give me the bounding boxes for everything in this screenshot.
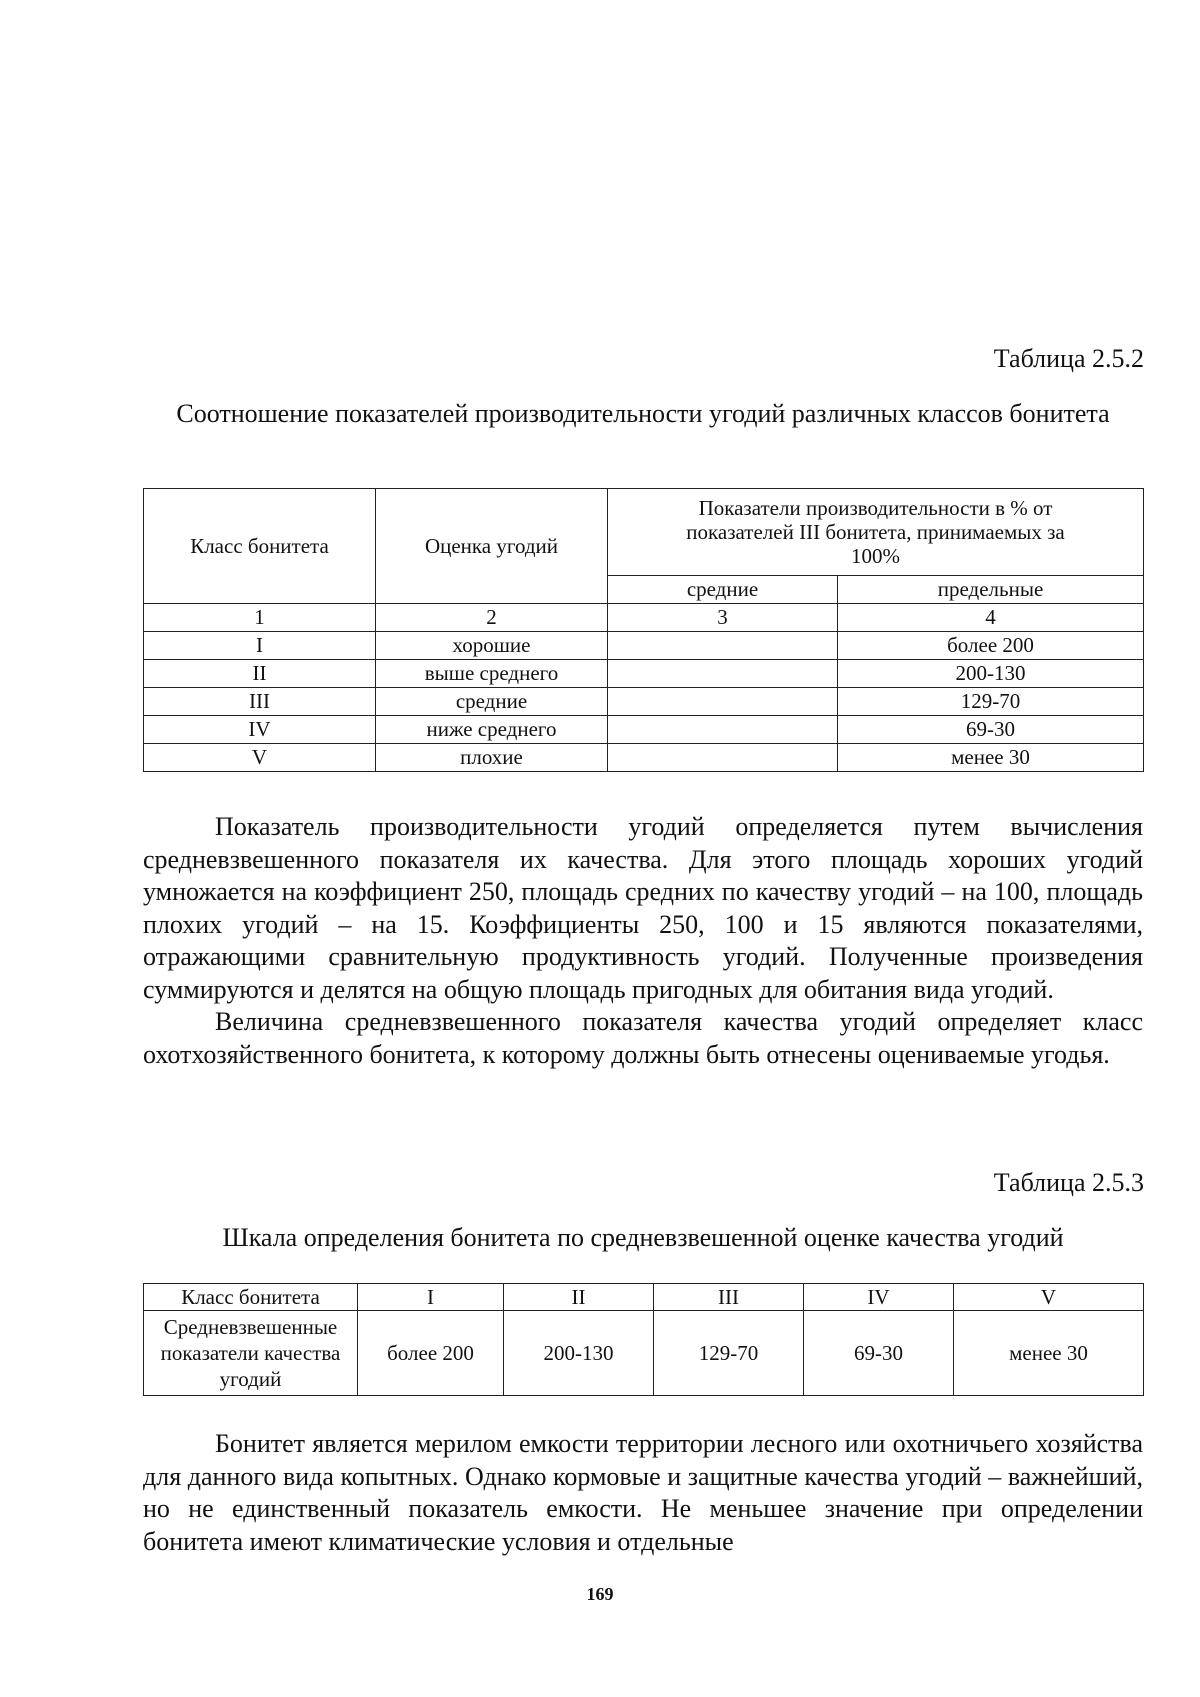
table-title: Соотношение показателей производительности угодий различных классов бонитета — [176, 399, 1110, 428]
table-row — [144, 660, 1144, 688]
body-text — [143, 1428, 1143, 1558]
cell-class: IV — [144, 716, 376, 744]
cell-value: менее 30 — [954, 1311, 1144, 1396]
cell-class: II — [504, 1284, 654, 1311]
cell-class: III — [144, 688, 376, 716]
cell-class: III — [654, 1284, 804, 1311]
header-assessment: Оценка угодий — [376, 489, 608, 604]
column-number-row — [144, 604, 1144, 632]
column-number: 1 — [144, 604, 376, 632]
table-number: Таблица 2.5.3 — [993, 1168, 1144, 1197]
cell-assessment: плохие — [376, 744, 608, 772]
column-number: 3 — [608, 604, 838, 632]
row-label-class: Класс бонитета — [144, 1284, 358, 1311]
cell-limit: 129-70 — [838, 688, 1144, 716]
cell-class: IV — [804, 1284, 954, 1311]
productivity-table — [143, 488, 1144, 772]
table-row — [144, 1284, 1144, 1311]
paragraph: Показатель производительности угодий определяется путем вычисления средневзвешенного показателя их качества. Для этого площадь хороших угодий умножается на коэффициент 250, площадь средних по качеству угодий – на 100, площадь плохих угодий – на 15. Коэффициенты 250, 100 и 15 являются показателями, отражающими сравнительную продуктивность угодий. Полученные произведения суммируются и делятся на общую площадь пригодных для обитания вида угодий. — [143, 812, 1143, 1004]
table-title: Шкала определения бонитета по средневзвешенной оценке качества угодий — [222, 1223, 1064, 1252]
cell-class: V — [954, 1284, 1144, 1311]
cell-limit: менее 30 — [838, 744, 1144, 772]
column-number: 4 — [838, 604, 1144, 632]
cell-assessment: хорошие — [376, 632, 608, 660]
body-text — [143, 811, 1143, 1071]
paragraph: Бонитет является мерилом емкости территории лесного или охотничьего хозяйства для данного вида копытных. Однако кормовые и защитные качества угодий – важнейший, но не единственный показатель емкости. Не меньшее значение при определении бонитета имеют климатические условия и отдельные — [143, 1429, 1143, 1556]
row-label-values: Средневзвешенные показатели качества угодий — [144, 1311, 358, 1396]
cell-value: более 200 — [358, 1311, 504, 1396]
table-number: Таблица 2.5.2 — [993, 344, 1144, 373]
cell-assessment: ниже среднего — [376, 716, 608, 744]
column-number: 2 — [376, 604, 608, 632]
cell-average — [608, 632, 838, 660]
cell-limit: 69-30 — [838, 716, 1144, 744]
cell-value: 69-30 — [804, 1311, 954, 1396]
cell-assessment: средние — [376, 688, 608, 716]
cell-class: II — [144, 660, 376, 688]
cell-class: I — [358, 1284, 504, 1311]
cell-value: 129-70 — [654, 1311, 804, 1396]
page-number: 169 — [586, 1584, 614, 1604]
cell-value: 200-130 — [504, 1311, 654, 1396]
cell-class: I — [144, 632, 376, 660]
header-limit: предельные — [838, 576, 1144, 604]
table-row — [144, 1311, 1144, 1396]
cell-limit: более 200 — [838, 632, 1144, 660]
table-row — [144, 744, 1144, 772]
cell-limit: 200-130 — [838, 660, 1144, 688]
cell-average — [608, 744, 838, 772]
cell-class: V — [144, 744, 376, 772]
table-row — [144, 688, 1144, 716]
cell-assessment: выше среднего — [376, 660, 608, 688]
header-class: Класс бонитета — [144, 489, 376, 604]
cell-average — [608, 716, 838, 744]
table-row — [144, 632, 1144, 660]
bonitet-scale-table — [143, 1283, 1144, 1396]
header-average: средние — [608, 576, 838, 604]
header-indicators: Показатели производительности в % от показателей III бонитета, принимаемых за 100% — [608, 489, 1144, 576]
table-row — [144, 716, 1144, 744]
cell-average — [608, 688, 838, 716]
cell-average — [608, 660, 838, 688]
paragraph: Величина средневзвешенного показателя качества угодий определяет класс охотхозяйственного бонитета, к которому должны быть отнесены оцениваемые угодья. — [143, 1007, 1143, 1069]
